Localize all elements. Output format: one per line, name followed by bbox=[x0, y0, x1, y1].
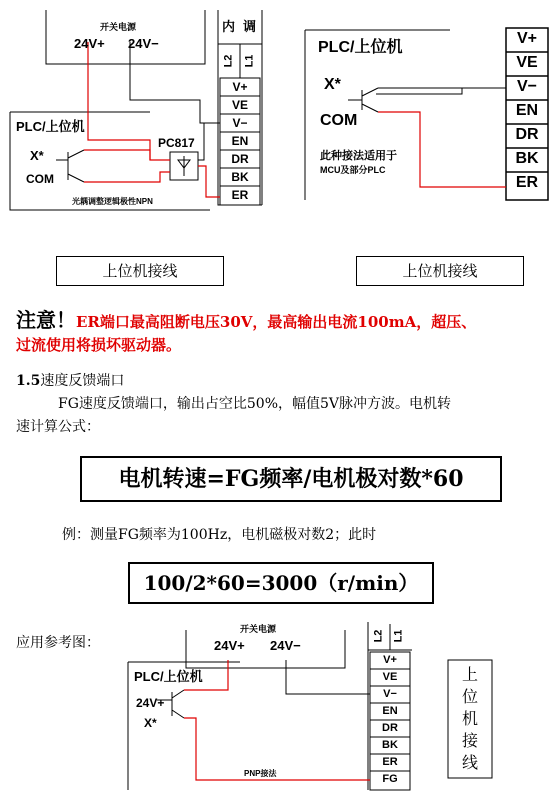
terminal-vplus: V+ bbox=[232, 80, 248, 94]
x-star-label-3: X* bbox=[144, 716, 157, 730]
v-minus-label: 24V− bbox=[128, 36, 159, 51]
section-number: 1.5 bbox=[16, 373, 41, 389]
terminal3-dr: DR bbox=[382, 722, 398, 734]
terminal-bk: BK bbox=[231, 170, 249, 184]
reference-label: 应用参考图： bbox=[16, 635, 100, 651]
example-result: 100/2*60=3000（r/min） bbox=[128, 562, 434, 604]
caption-left: 上位机接线 bbox=[56, 256, 224, 286]
plc-label-3: PLC/上位机 bbox=[134, 669, 203, 684]
com-label: COM bbox=[26, 172, 54, 186]
note-line2: MCU及部分PLC bbox=[320, 165, 386, 175]
l2-label: L2 bbox=[222, 54, 235, 68]
x-star-label: X* bbox=[30, 148, 44, 163]
section-para-line1: FG速度反馈端口，输出占空比50%，幅值5V脉冲方波。电机转 bbox=[58, 396, 452, 412]
caption-right: 上位机接线 bbox=[356, 256, 524, 286]
terminal2-er: ER bbox=[515, 174, 539, 191]
plc-label: PLC/上位机 bbox=[16, 119, 85, 134]
terminal3-vplus: V+ bbox=[383, 654, 397, 666]
terminal3-fg: FG bbox=[382, 773, 398, 785]
side-caption-char: 线 bbox=[461, 753, 478, 772]
terminal3-bk: BK bbox=[382, 739, 398, 751]
note-line1: 此种接法适用于 bbox=[320, 150, 397, 162]
terminal2-dr: DR bbox=[515, 126, 539, 143]
warning-title: 注意！ bbox=[16, 308, 76, 332]
power-supply-label-3: 开关电源 bbox=[240, 624, 277, 634]
side-caption-char: 位 bbox=[461, 687, 478, 706]
terminal2-vminus: V− bbox=[516, 78, 537, 95]
terminal3-er: ER bbox=[382, 756, 398, 768]
v-plus-label-3: 24V+ bbox=[214, 638, 245, 653]
terminal-vminus: V− bbox=[232, 116, 248, 130]
side-caption-char: 上 bbox=[461, 665, 478, 684]
v-plus-label: 24V+ bbox=[74, 36, 105, 51]
section-title: 速度反馈端口 bbox=[40, 373, 125, 389]
section-para-line2: 速计算公式： bbox=[16, 419, 100, 435]
com-label-2: COM bbox=[320, 112, 358, 129]
side-caption-char: 接 bbox=[461, 731, 478, 750]
inner-adjust-char2: 内 bbox=[222, 19, 236, 34]
terminal3-vminus: V− bbox=[383, 688, 397, 700]
terminal-er: ER bbox=[231, 188, 249, 202]
section-heading bbox=[16, 370, 124, 390]
x-star-label-2: X* bbox=[324, 76, 341, 93]
terminal3-ve: VE bbox=[382, 671, 398, 683]
l1-label: L1 bbox=[243, 54, 256, 68]
terminal3-en: EN bbox=[382, 705, 398, 717]
example-text: 例：测量FG频率为100Hz，电机磁极对数2；此时 bbox=[62, 527, 377, 543]
terminal2-bk: BK bbox=[515, 150, 539, 167]
l2-label-3: L2 bbox=[372, 629, 385, 643]
l1-label-3: L1 bbox=[392, 629, 405, 643]
terminal2-ve: VE bbox=[516, 54, 538, 71]
plc-label-2: PLC/上位机 bbox=[318, 39, 403, 56]
side-caption-char: 机 bbox=[461, 709, 478, 728]
terminal2-vplus: V+ bbox=[516, 30, 537, 47]
speed-formula: 电机转速=FG频率/电机极对数*60 bbox=[80, 456, 502, 502]
power-supply-label: 开关电源 bbox=[100, 22, 137, 32]
terminal2-en: EN bbox=[515, 102, 539, 119]
pnp-note: PNP接法 bbox=[244, 769, 277, 778]
terminal-en: EN bbox=[231, 134, 249, 148]
optocoupler-label: PC817 bbox=[158, 136, 195, 150]
warning-block bbox=[16, 304, 556, 333]
warning-line2: 过流使用将损坏驱动器。 bbox=[16, 336, 182, 354]
npn-note: 光耦调整逻辑极性NPN bbox=[72, 197, 153, 206]
side-caption bbox=[448, 664, 492, 774]
v24-label-3: 24V+ bbox=[136, 696, 165, 710]
terminal-ve: VE bbox=[231, 98, 248, 112]
warning-line1: ER端口最高阻断电压30V，最高输出电流100mA，超压、 bbox=[76, 313, 477, 331]
inner-adjust-char1: 调 bbox=[243, 19, 257, 34]
v-minus-label-3: 24V− bbox=[270, 638, 301, 653]
terminal-dr: DR bbox=[231, 152, 249, 166]
